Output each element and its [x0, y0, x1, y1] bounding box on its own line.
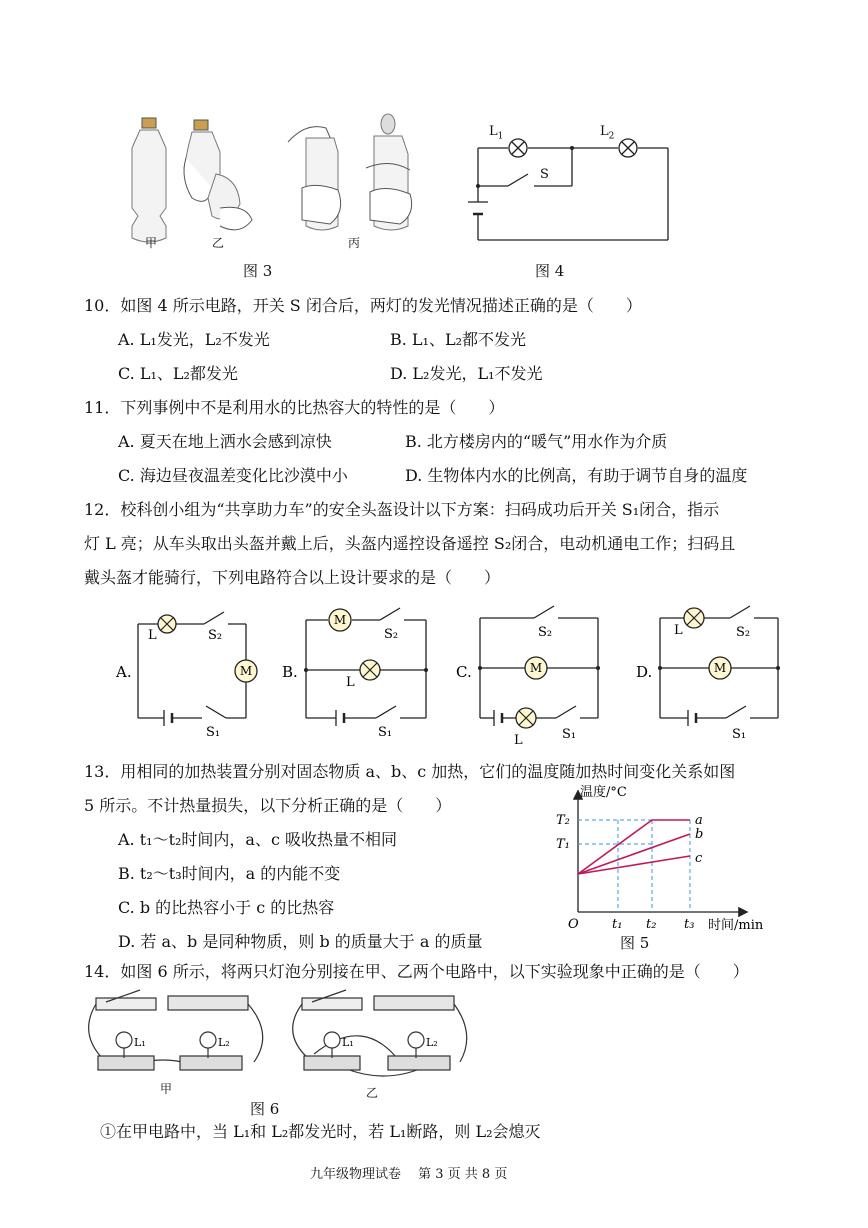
q12a-s1-label: S₁	[206, 725, 221, 740]
page-footer: 九年级物理试卷 第 3 页 共 8 页	[310, 1167, 508, 1182]
q12-line-3: 戴头盔才能骑行，下列电路符合以上设计要求的是（ ）	[84, 568, 501, 587]
q11-option-a: A. 夏天在地上洒水会感到凉快	[118, 432, 332, 451]
fig6-label-yi: 乙	[366, 1086, 379, 1100]
q12b-s1-label: S₁	[378, 725, 393, 740]
series-b-line	[578, 834, 690, 874]
q13-option-b: B. t₂～t₃时间内，a 的内能不变	[118, 864, 341, 883]
q11-option-c: C. 海边昼夜温差变化比沙漠中小	[118, 466, 348, 485]
q12b-lamp-label: L	[346, 675, 355, 690]
q12d-lamp-label: L	[674, 623, 683, 638]
origin-label: O	[568, 917, 579, 932]
q11-option-d: D. 生物体内水的比例高，有助于调节自身的温度	[405, 466, 748, 485]
xtick-t1: t₁	[612, 917, 623, 932]
q12-line-1: 12．校科创小组为“共享助力车”的安全头盔设计以下方案：扫码成功后开关 S₁闭合，指示	[84, 500, 720, 519]
figure-4	[460, 118, 690, 283]
figure-5-graph	[540, 782, 790, 932]
q14-stem: 14．如图 6 所示，将两只灯泡分别接在甲、乙两个电路中，以下实验现象中正确的是（ ）	[84, 962, 749, 981]
q12c-s1-label: S₁	[562, 727, 577, 742]
fig3-label-a: 甲	[145, 236, 158, 250]
q12-circuits	[110, 598, 790, 748]
q12b-motor-label: M	[333, 613, 347, 627]
figure-6-caption: 图 6	[250, 1100, 280, 1118]
q10-option-d: D. L₂发光，L₁不发光	[390, 364, 543, 383]
q12d-s1-label: S₁	[732, 727, 747, 742]
ytick-T2: T₂	[556, 813, 570, 828]
y-axis-label: 温度/°C	[580, 785, 627, 800]
q12b-s2-label: S₂	[384, 627, 399, 642]
fig6b-L2-label: L₂	[426, 1036, 438, 1049]
q13-line-1: 13．用相同的加热装置分别对固态物质 a、b、c 加热，它们的温度随加热时间变化关系如图	[84, 762, 736, 781]
q13-option-a: A. t₁～t₂时间内，a、c 吸收热量不相同	[118, 830, 398, 849]
q13-option-c: C. b 的比热容小于 c 的比热容	[118, 898, 335, 917]
series-c-label: c	[695, 851, 703, 866]
fig6a-L2-label: L₂	[218, 1036, 230, 1049]
q12c-s2-label: S₂	[538, 625, 553, 640]
ytick-T1: T₁	[556, 837, 570, 852]
q10-option-c: C. L₁、L₂都发光	[118, 364, 238, 383]
q12c-lamp-label: L	[514, 733, 523, 748]
q12-option-c-label: C.	[456, 663, 472, 681]
q10-option-a: A. L₁发光，L₂不发光	[118, 330, 270, 349]
fig6b-L1-label: L₁	[342, 1036, 354, 1049]
q12a-motor-label: M	[239, 664, 253, 678]
series-a-line	[578, 820, 690, 874]
q14-item-1: ①在甲电路中，当 L₁和 L₂都发光时，若 L₁断路，则 L₂会熄灭	[100, 1122, 541, 1141]
figure-5	[540, 782, 790, 954]
fig3-label-b: 乙	[212, 236, 225, 250]
fig4-L1-label: $L_1$	[489, 124, 504, 142]
fig6-label-jia: 甲	[160, 1082, 173, 1096]
fig4-L2-label: $L_2$	[600, 124, 615, 142]
q12a-lamp-label: L	[148, 628, 157, 643]
q10-stem: 10．如图 4 所示电路，开关 S 闭合后，两灯的发光情况描述正确的是（ ）	[84, 296, 642, 315]
xtick-t3: t₃	[684, 917, 695, 932]
q11-option-b: B. 北方楼房内的“暖气”用水作为介质	[405, 432, 668, 451]
figure-4-caption: 图 4	[535, 262, 565, 280]
fig3-label-c: 丙	[348, 236, 361, 250]
bottle-experiment-illustration	[120, 108, 420, 258]
x-axis-label: 时间/min	[708, 918, 764, 932]
fig6a-L1-label: L₁	[134, 1036, 146, 1049]
q12d-motor-label: M	[713, 661, 727, 675]
q11-stem: 11．下列事例中不是利用水的比热容大的特性的是（ ）	[84, 398, 505, 417]
q10-option-b: B. L₁、L₂都不发光	[390, 330, 527, 349]
q12-option-a-label: A.	[116, 663, 132, 681]
q12a-s2-label: S₂	[208, 628, 223, 643]
figure-5-caption: 图 5	[620, 934, 650, 952]
fig4-switch-label: S	[540, 167, 549, 182]
q13-line-2: 5 所示。不计热量损失，以下分析正确的是（ ）	[84, 796, 452, 815]
q12-option-b-label: B.	[282, 663, 298, 681]
q12-option-d-label: D.	[636, 663, 653, 681]
series-a-label: a	[695, 813, 703, 828]
q12d-s2-label: S₂	[736, 625, 751, 640]
figure-6-circuits	[84, 984, 474, 1084]
xtick-t2: t₂	[646, 917, 657, 932]
series-c-line	[578, 856, 690, 874]
series-b-label: b	[695, 827, 704, 842]
q13-option-d: D. 若 a、b 是同种物质，则 b 的质量大于 a 的质量	[118, 932, 483, 951]
figure-3	[120, 108, 420, 283]
q12c-motor-label: M	[529, 661, 543, 675]
figure-3-caption: 图 3	[243, 262, 273, 280]
figure-6	[84, 984, 474, 1120]
q12-circuit-options	[110, 598, 790, 748]
q12-line-2: 灯 L 亮；从车头取出头盔并戴上后，头盔内遥控设备遥控 S₂闭合，电动机通电工作；扫码且	[84, 534, 736, 553]
